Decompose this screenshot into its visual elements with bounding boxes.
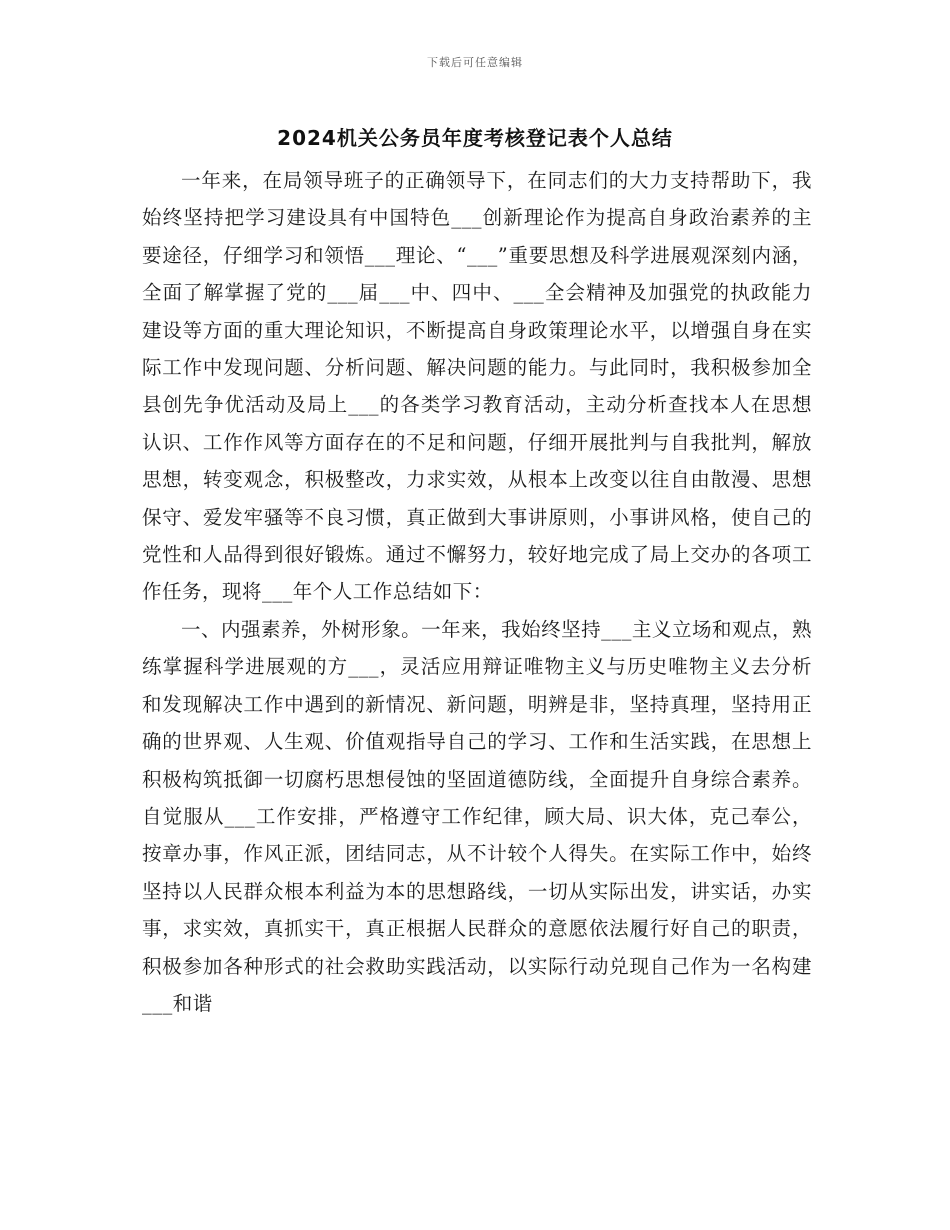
document-title: 2024机关公务员年度考核登记表个人总结 bbox=[277, 126, 673, 150]
document-body bbox=[142, 162, 812, 1022]
paragraph-section-one: 一、内强素养，外树形象。一年来，我始终坚持___主义立场和观点，熟练掌握科学进展观的方___，灵活应用辩证唯物主义与历史唯物主义去分析和发现解决工作中遇到的新情况、新问题，明辨是非，坚持真理，坚持用正确的世界观、人生观、价值观指导自己的学习、工作和生活实践，在思想上积极构筑抵御一切腐朽思想侵蚀的坚固道德防线，全面提升自身综合素养。自觉服从___工作安排，严格遵守工作纪律，顾大局、识大体，克己奉公，按章办事，作风正派，团结同志，从不计较个人得失。在实际工作中，始终坚持以人民群众根本利益为本的思想路线，一切从实际出发，讲实话，办实事，求实效，真抓实干，真正根据人民群众的意愿依法履行好自己的职责，积极参加各种形式的社会救助实践活动，以实际行动兑现自己作为一名构建___和谐 bbox=[142, 617, 812, 1015]
paragraph-intro: 一年来，在局领导班子的正确领导下，在同志们的大力支持帮助下，我始终坚持把学习建设具有中国特色___创新理论作为提高自身政治素养的主要途径，仔细学习和领悟___理论、“___”重要思想及科学进展观深刻内涵，全面了解掌握了党的___届___中、四中、___全会精神及加强党的执政能力建设等方面的重大理论知识，不断提高自身政策理论水平，以增强自身在实际工作中发现问题、分析问题、解决问题的能力。与此同时，我积极参加全县创先争优活动及局上___的各类学习教育活动，主动分析查找本人在思想认识、工作作风等方面存在的不足和问题，仔细开展批判与自我批判，解放思想，转变观念，积极整改，力求实效，从根本上改变以往自由散漫、思想保守、爱发牢骚等不良习惯，真正做到大事讲原则，小事讲风格，使自己的党性和人品得到很好锻炼。通过不懈努力，较好地完成了局上交办的各项工作任务，现将___年个人工作总结如下： bbox=[142, 169, 812, 604]
header-note: 下载后可任意编辑 bbox=[427, 56, 523, 69]
